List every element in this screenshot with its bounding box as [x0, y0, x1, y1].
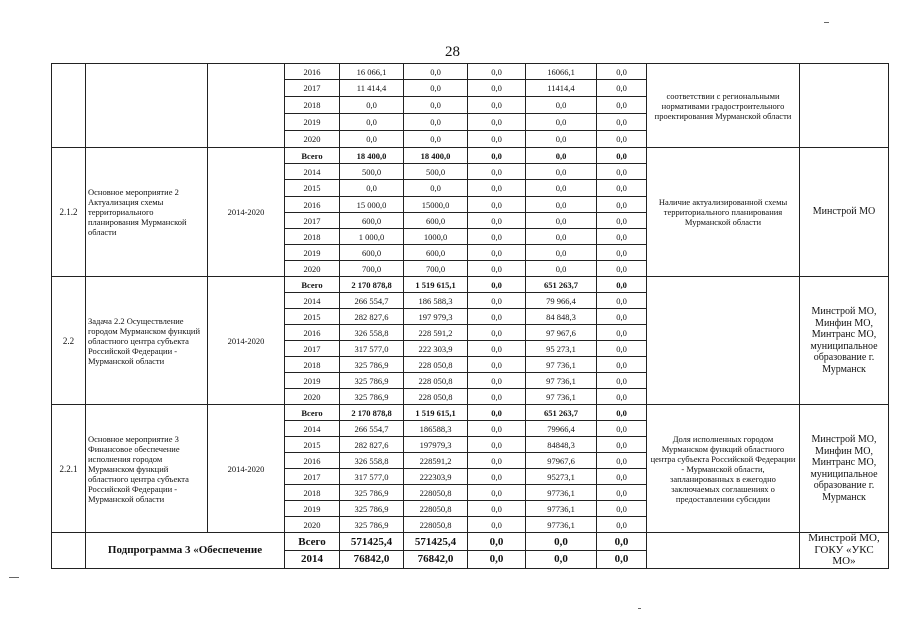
total-cell: 266 554,7 — [340, 421, 404, 437]
regional-cell: 571425,4 — [404, 533, 468, 551]
scan-mark — [824, 22, 829, 23]
year-cell: 2017 — [285, 80, 340, 97]
federal-cell: 0,0 — [468, 325, 526, 341]
local-cell: 84848,3 — [526, 437, 597, 453]
local-cell: 0,0 — [526, 533, 597, 551]
regional-cell: 500,0 — [404, 164, 468, 180]
federal-cell: 0,0 — [468, 245, 526, 261]
year-cell: Всего — [285, 405, 340, 421]
federal-cell: 0,0 — [468, 148, 526, 164]
other-cell: 0,0 — [597, 373, 647, 389]
year-cell: 2020 — [285, 389, 340, 405]
code-cell: 2.2.1 — [52, 405, 86, 533]
federal-cell: 0,0 — [468, 405, 526, 421]
total-cell: 600,0 — [340, 213, 404, 229]
year-cell: Всего — [285, 277, 340, 293]
local-cell: 97967,6 — [526, 453, 597, 469]
regional-cell: 186 588,3 — [404, 293, 468, 309]
total-cell: 2 170 878,8 — [340, 277, 404, 293]
local-cell: 79966,4 — [526, 421, 597, 437]
program-table — [51, 63, 889, 569]
regional-cell: 197979,3 — [404, 437, 468, 453]
regional-cell: 228 591,2 — [404, 325, 468, 341]
other-cell: 0,0 — [597, 245, 647, 261]
regional-cell: 228050,8 — [404, 517, 468, 533]
total-cell: 1 000,0 — [340, 229, 404, 245]
year-cell: 2018 — [285, 97, 340, 114]
total-cell: 282 827,6 — [340, 309, 404, 325]
total-cell: 317 577,0 — [340, 341, 404, 357]
local-cell: 651 263,7 — [526, 405, 597, 421]
federal-cell: 0,0 — [468, 501, 526, 517]
total-cell: 325 786,9 — [340, 501, 404, 517]
regional-cell: 222 303,9 — [404, 341, 468, 357]
other-cell: 0,0 — [597, 405, 647, 421]
local-cell: 95 273,1 — [526, 341, 597, 357]
other-cell: 0,0 — [597, 131, 647, 148]
regional-cell: 186588,3 — [404, 421, 468, 437]
federal-cell: 0,0 — [468, 229, 526, 245]
year-cell: Всего — [285, 533, 340, 551]
regional-cell: 228 050,8 — [404, 357, 468, 373]
regional-cell: 1 519 615,1 — [404, 405, 468, 421]
regional-cell: 700,0 — [404, 261, 468, 277]
table-row — [52, 277, 889, 293]
other-cell: 0,0 — [597, 469, 647, 485]
table-row — [52, 148, 889, 164]
year-cell: 2015 — [285, 309, 340, 325]
local-cell: 95273,1 — [526, 469, 597, 485]
other-cell: 0,0 — [597, 357, 647, 373]
total-cell: 282 827,6 — [340, 437, 404, 453]
local-cell: 651 263,7 — [526, 277, 597, 293]
federal-cell: 0,0 — [468, 64, 526, 80]
other-cell: 0,0 — [597, 485, 647, 501]
year-cell: 2017 — [285, 213, 340, 229]
other-cell: 0,0 — [597, 533, 647, 551]
total-cell: 18 400,0 — [340, 148, 404, 164]
local-cell: 0,0 — [526, 261, 597, 277]
year-cell: 2014 — [285, 293, 340, 309]
total-cell: 571425,4 — [340, 533, 404, 551]
federal-cell: 0,0 — [468, 533, 526, 551]
other-cell: 0,0 — [597, 114, 647, 131]
local-cell: 97 736,1 — [526, 373, 597, 389]
year-cell: 2016 — [285, 453, 340, 469]
executor-cell — [800, 64, 889, 148]
federal-cell: 0,0 — [468, 213, 526, 229]
federal-cell: 0,0 — [468, 421, 526, 437]
federal-cell: 0,0 — [468, 114, 526, 131]
regional-cell: 197 979,3 — [404, 309, 468, 325]
regional-cell: 0,0 — [404, 64, 468, 80]
other-cell: 0,0 — [597, 261, 647, 277]
federal-cell: 0,0 — [468, 357, 526, 373]
regional-cell: 76842,0 — [404, 551, 468, 568]
local-cell: 97736,1 — [526, 485, 597, 501]
total-cell: 11 414,4 — [340, 80, 404, 97]
local-cell: 0,0 — [526, 148, 597, 164]
year-cell: 2020 — [285, 517, 340, 533]
local-cell: 0,0 — [526, 229, 597, 245]
local-cell: 0,0 — [526, 97, 597, 114]
regional-cell: 228050,8 — [404, 501, 468, 517]
total-cell: 500,0 — [340, 164, 404, 180]
year-cell: 2020 — [285, 261, 340, 277]
measure-name — [86, 64, 208, 148]
year-cell: 2016 — [285, 64, 340, 80]
year-cell: 2019 — [285, 245, 340, 261]
federal-cell: 0,0 — [468, 197, 526, 213]
total-cell: 325 786,9 — [340, 485, 404, 501]
local-cell: 0,0 — [526, 131, 597, 148]
federal-cell: 0,0 — [468, 437, 526, 453]
other-cell: 0,0 — [597, 277, 647, 293]
local-cell: 0,0 — [526, 114, 597, 131]
regional-cell: 0,0 — [404, 114, 468, 131]
code-cell — [52, 64, 86, 148]
regional-cell: 15000,0 — [404, 197, 468, 213]
total-cell: 0,0 — [340, 180, 404, 197]
total-cell: 266 554,7 — [340, 293, 404, 309]
regional-cell: 0,0 — [404, 131, 468, 148]
total-cell: 76842,0 — [340, 551, 404, 568]
executor-cell: Минстрой МО, Минфин МО, Минтранс МО, муниципальное образование г. Мурманск — [800, 277, 889, 405]
local-cell: 0,0 — [526, 213, 597, 229]
local-cell: 0,0 — [526, 197, 597, 213]
year-cell: 2016 — [285, 325, 340, 341]
year-cell: 2017 — [285, 341, 340, 357]
federal-cell: 0,0 — [468, 517, 526, 533]
local-cell: 79 966,4 — [526, 293, 597, 309]
other-cell: 0,0 — [597, 437, 647, 453]
year-cell: 2019 — [285, 501, 340, 517]
total-cell: 326 558,8 — [340, 325, 404, 341]
year-cell: 2019 — [285, 114, 340, 131]
year-cell: 2020 — [285, 131, 340, 148]
regional-cell: 222303,9 — [404, 469, 468, 485]
local-cell: 97 736,1 — [526, 357, 597, 373]
local-cell: 0,0 — [526, 245, 597, 261]
other-cell: 0,0 — [597, 97, 647, 114]
other-cell: 0,0 — [597, 389, 647, 405]
total-cell: 325 786,9 — [340, 357, 404, 373]
total-cell: 0,0 — [340, 131, 404, 148]
local-cell: 97736,1 — [526, 501, 597, 517]
local-cell: 97 736,1 — [526, 389, 597, 405]
total-cell: 325 786,9 — [340, 517, 404, 533]
other-cell: 0,0 — [597, 64, 647, 80]
federal-cell: 0,0 — [468, 551, 526, 568]
other-cell: 0,0 — [597, 341, 647, 357]
federal-cell: 0,0 — [468, 373, 526, 389]
regional-cell: 0,0 — [404, 80, 468, 97]
subprogram-name: Подпрограмма 3 «Обеспечение — [86, 533, 285, 569]
total-cell: 15 000,0 — [340, 197, 404, 213]
federal-cell: 0,0 — [468, 293, 526, 309]
other-cell: 0,0 — [597, 325, 647, 341]
code-cell: 2.2 — [52, 277, 86, 405]
total-cell: 700,0 — [340, 261, 404, 277]
federal-cell: 0,0 — [468, 261, 526, 277]
year-cell: 2014 — [285, 421, 340, 437]
year-cell: 2014 — [285, 551, 340, 568]
regional-cell: 600,0 — [404, 213, 468, 229]
regional-cell: 0,0 — [404, 97, 468, 114]
other-cell: 0,0 — [597, 309, 647, 325]
year-cell: 2018 — [285, 229, 340, 245]
federal-cell: 0,0 — [468, 469, 526, 485]
other-cell: 0,0 — [597, 517, 647, 533]
federal-cell: 0,0 — [468, 131, 526, 148]
year-cell: 2016 — [285, 197, 340, 213]
local-cell: 0,0 — [526, 164, 597, 180]
federal-cell: 0,0 — [468, 97, 526, 114]
total-cell: 325 786,9 — [340, 373, 404, 389]
total-cell: 0,0 — [340, 97, 404, 114]
year-cell: 2018 — [285, 485, 340, 501]
regional-cell: 1000,0 — [404, 229, 468, 245]
local-cell: 11414,4 — [526, 80, 597, 97]
indicator-cell: соответствии с региональными нормативами градостроительного проектирования Мурманской области — [647, 64, 800, 148]
measure-name: Задача 2.2 Осуществление городом Мурманском функций областного центра субъекта Российской Федерации - Мурманской области — [86, 277, 208, 405]
executor-cell: Минстрой МО, Минфин МО, Минтранс МО, муниципальное образование г. Мурманск — [800, 405, 889, 533]
executor-cell: Минстрой МО — [800, 148, 889, 277]
other-cell: 0,0 — [597, 197, 647, 213]
federal-cell: 0,0 — [468, 180, 526, 197]
year-cell: 2014 — [285, 164, 340, 180]
period-cell — [208, 64, 285, 148]
year-cell: 2019 — [285, 373, 340, 389]
regional-cell: 228050,8 — [404, 485, 468, 501]
measure-name: Основное мероприятие 2 Актуализация схемы территориального планирования Мурманской области — [86, 148, 208, 277]
regional-cell: 228 050,8 — [404, 373, 468, 389]
indicator-cell: Доля исполненных городом Мурманском функций областного центра субъекта Российской Федерации - Мурманской области, запланированных в ежегодно заключаемых соглашениях о предоставлении субсидии — [647, 405, 800, 533]
federal-cell: 0,0 — [468, 277, 526, 293]
other-cell: 0,0 — [597, 180, 647, 197]
scan-mark — [9, 577, 19, 578]
total-cell: 16 066,1 — [340, 64, 404, 80]
regional-cell: 228591,2 — [404, 453, 468, 469]
other-cell: 0,0 — [597, 80, 647, 97]
period-cell: 2014-2020 — [208, 277, 285, 405]
local-cell: 84 848,3 — [526, 309, 597, 325]
other-cell: 0,0 — [597, 293, 647, 309]
total-cell: 317 577,0 — [340, 469, 404, 485]
other-cell: 0,0 — [597, 148, 647, 164]
regional-cell: 228 050,8 — [404, 389, 468, 405]
code-cell — [52, 533, 86, 569]
total-cell: 0,0 — [340, 114, 404, 131]
year-cell: 2015 — [285, 180, 340, 197]
table-row — [52, 64, 889, 80]
executor-cell: Минстрой МО, ГОКУ «УКС МО» — [800, 533, 889, 569]
total-cell: 2 170 878,8 — [340, 405, 404, 421]
indicator-cell — [647, 533, 800, 569]
regional-cell: 1 519 615,1 — [404, 277, 468, 293]
year-cell: 2017 — [285, 469, 340, 485]
federal-cell: 0,0 — [468, 485, 526, 501]
federal-cell: 0,0 — [468, 453, 526, 469]
table-row — [52, 405, 889, 421]
other-cell: 0,0 — [597, 501, 647, 517]
period-cell: 2014-2020 — [208, 148, 285, 277]
table-row — [52, 533, 889, 551]
regional-cell: 18 400,0 — [404, 148, 468, 164]
measure-name: Основное мероприятие 3 Финансовое обеспечение исполнения городом Мурманском функций областного центра субъекта Российской Федерации - Мурманской области — [86, 405, 208, 533]
local-cell: 97 967,6 — [526, 325, 597, 341]
period-cell: 2014-2020 — [208, 405, 285, 533]
year-cell: 2015 — [285, 437, 340, 453]
total-cell: 600,0 — [340, 245, 404, 261]
other-cell: 0,0 — [597, 213, 647, 229]
other-cell: 0,0 — [597, 551, 647, 568]
local-cell: 0,0 — [526, 180, 597, 197]
total-cell: 325 786,9 — [340, 389, 404, 405]
federal-cell: 0,0 — [468, 389, 526, 405]
other-cell: 0,0 — [597, 229, 647, 245]
federal-cell: 0,0 — [468, 80, 526, 97]
regional-cell: 0,0 — [404, 180, 468, 197]
local-cell: 97736,1 — [526, 517, 597, 533]
total-cell: 326 558,8 — [340, 453, 404, 469]
other-cell: 0,0 — [597, 453, 647, 469]
code-cell: 2.1.2 — [52, 148, 86, 277]
scan-mark — [638, 608, 641, 609]
local-cell: 16066,1 — [526, 64, 597, 80]
regional-cell: 600,0 — [404, 245, 468, 261]
other-cell: 0,0 — [597, 164, 647, 180]
federal-cell: 0,0 — [468, 341, 526, 357]
other-cell: 0,0 — [597, 421, 647, 437]
indicator-cell — [647, 277, 800, 405]
federal-cell: 0,0 — [468, 309, 526, 325]
year-cell: 2018 — [285, 357, 340, 373]
page-number: 28 — [445, 44, 460, 60]
indicator-cell: Наличие актуализированной схемы территориального планирования Мурманской области — [647, 148, 800, 277]
local-cell: 0,0 — [526, 551, 597, 568]
federal-cell: 0,0 — [468, 164, 526, 180]
year-cell: Всего — [285, 148, 340, 164]
